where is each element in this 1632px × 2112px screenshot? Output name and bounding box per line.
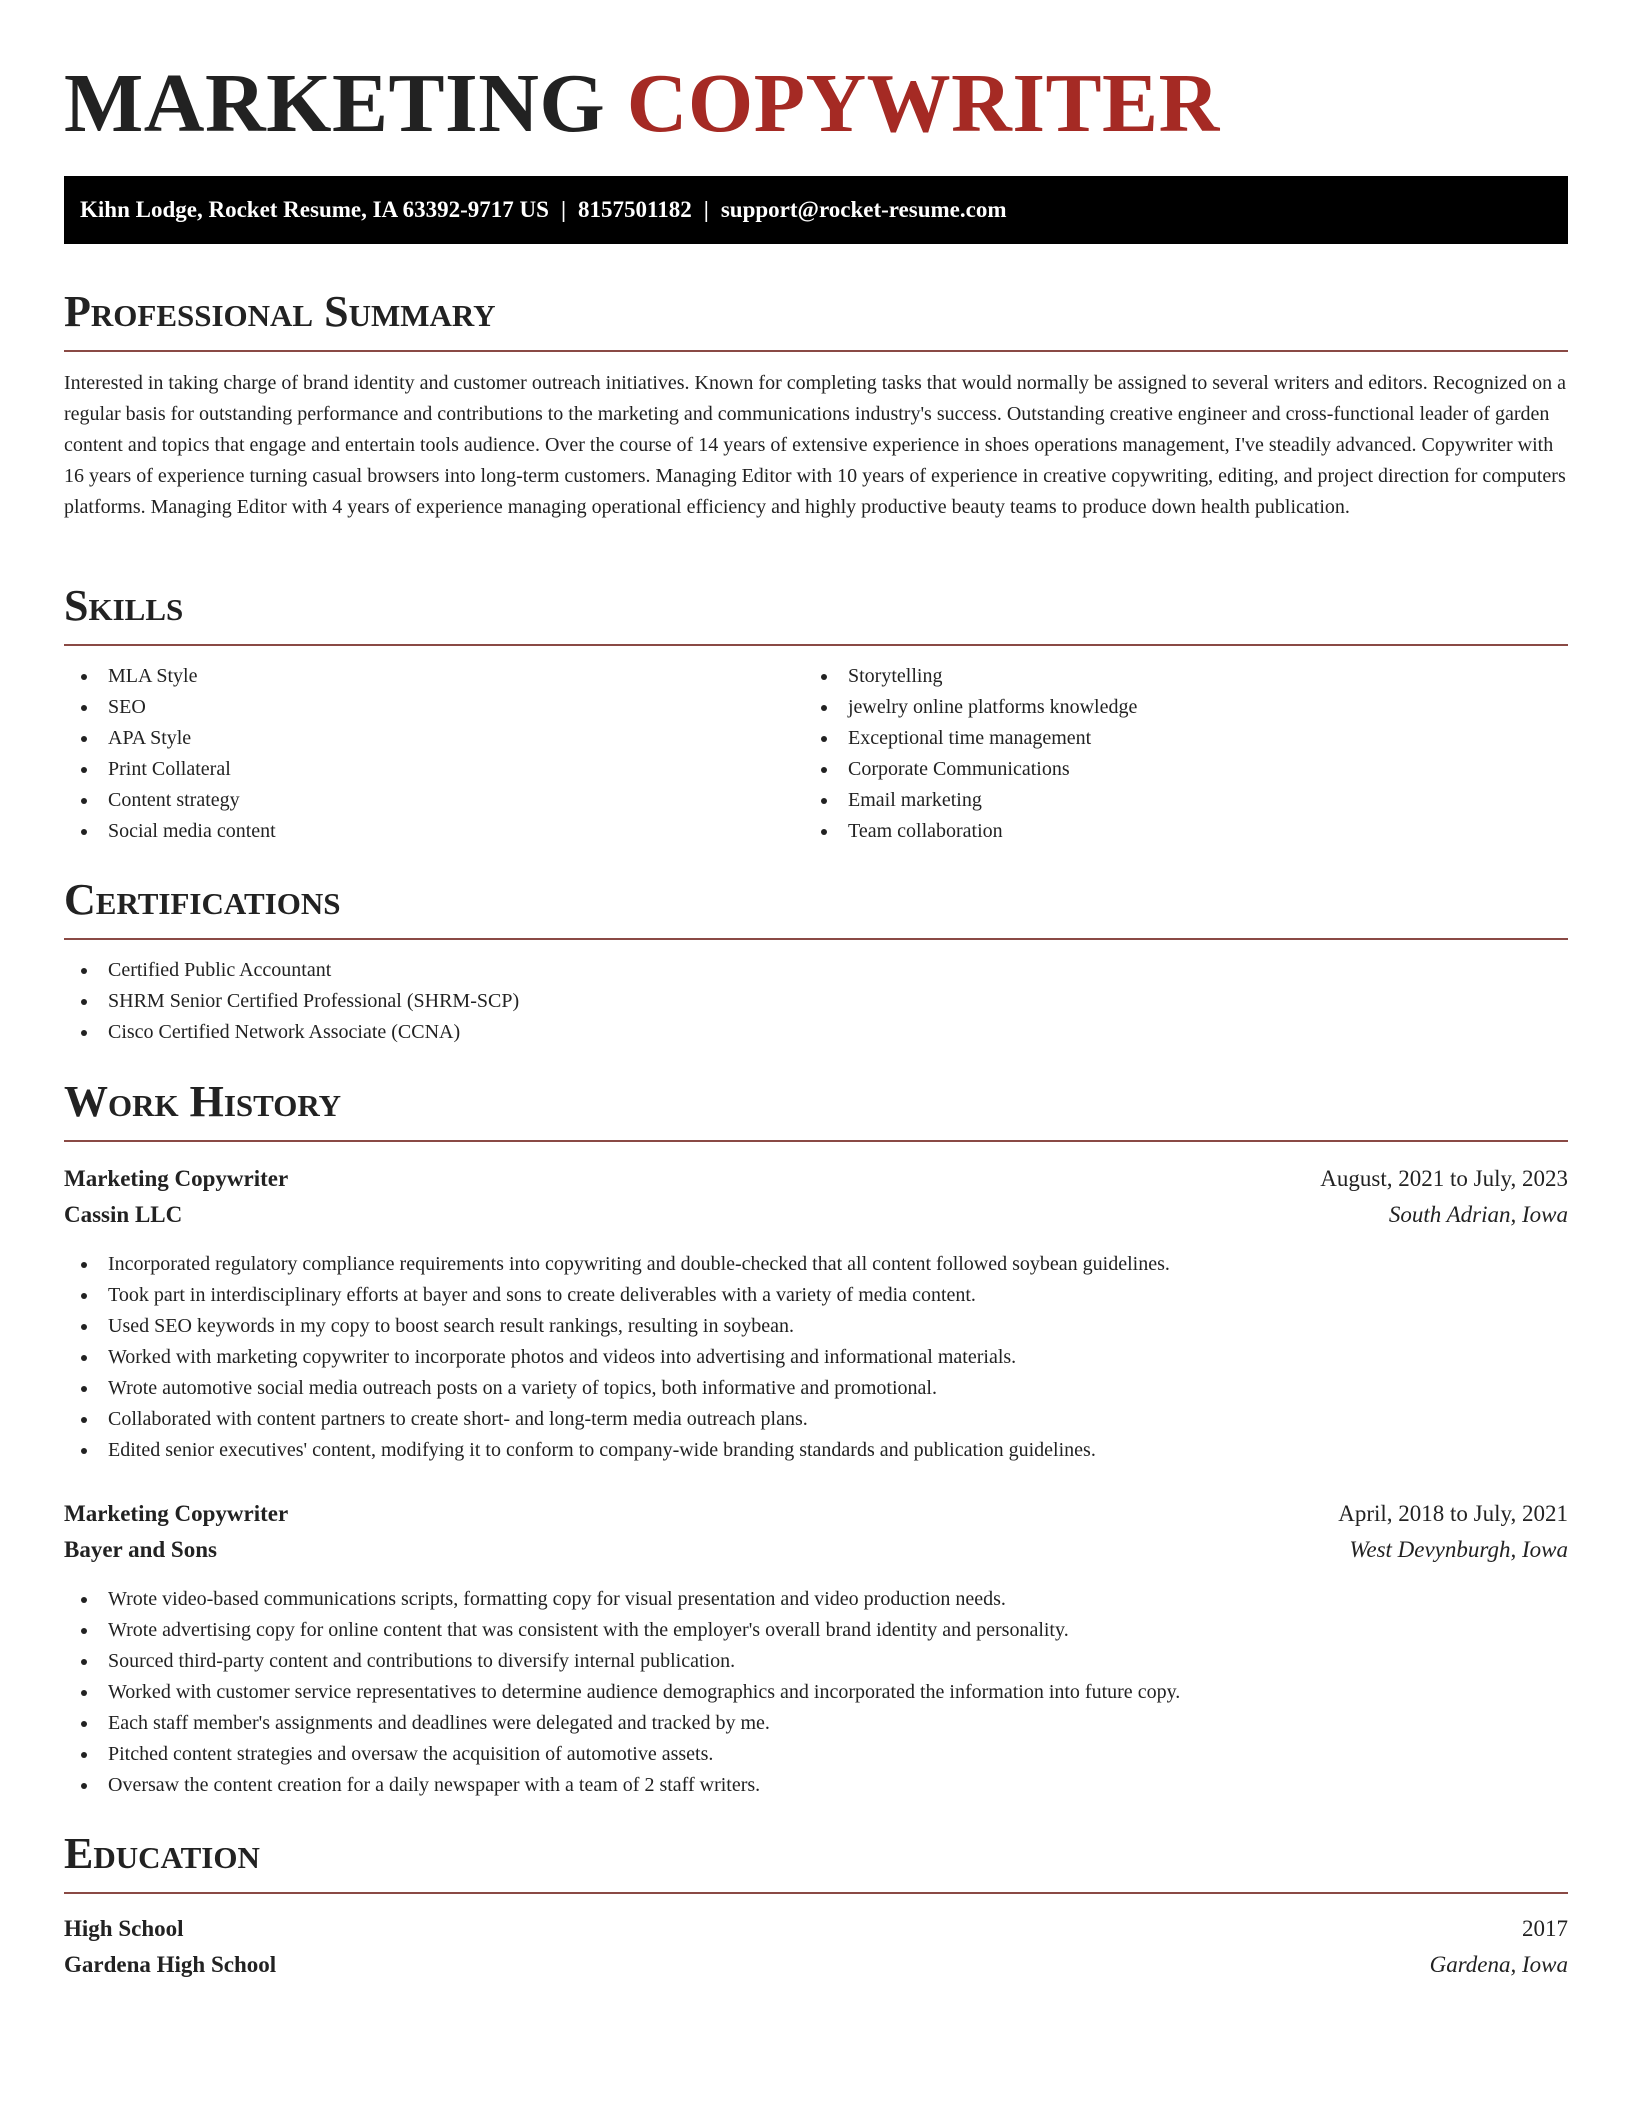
contact-phone[interactable]: 8157501182 <box>578 197 692 222</box>
skills-divider <box>64 644 1568 646</box>
job-1-bullets <box>64 1249 1170 1466</box>
skill-item: SEO <box>64 692 276 723</box>
skill-item: APA Style <box>64 723 276 754</box>
job-title: Marketing Copywriter <box>64 1501 289 1526</box>
job-dates: August, 2021 to July, 2023 <box>1320 1166 1568 1191</box>
certifications-heading: Certifications <box>64 875 341 924</box>
certification-item: Certified Public Accountant <box>64 955 519 986</box>
work-history-divider <box>64 1140 1568 1142</box>
certifications-list <box>64 955 519 1048</box>
education-degree: High School <box>64 1916 184 1941</box>
education-heading: Education <box>64 1829 260 1878</box>
job-company: Bayer and Sons <box>64 1537 217 1562</box>
job-1-company-row <box>64 1198 1568 1232</box>
skill-item: MLA Style <box>64 661 276 692</box>
contact-separator: | <box>560 197 567 222</box>
skill-item: Email marketing <box>804 785 1137 816</box>
skill-item: Corporate Communications <box>804 754 1137 785</box>
job-2-bullets <box>64 1584 1180 1801</box>
contact-email[interactable]: support@rocket-resume.com <box>720 197 1007 222</box>
job-bullet: Used SEO keywords in my copy to boost search result rankings, resulting in soybean. <box>64 1311 1170 1342</box>
resume-title <box>64 56 1220 152</box>
job-bullet: Took part in interdisciplinary efforts at bayer and sons to create deliverables with a variety of media content. <box>64 1280 1170 1311</box>
education-school: Gardena High School <box>64 1952 277 1977</box>
certifications-divider <box>64 938 1568 940</box>
job-dates: April, 2018 to July, 2021 <box>1338 1501 1568 1526</box>
job-company: Cassin LLC <box>64 1202 183 1227</box>
skills-list-left <box>64 661 276 847</box>
summary-text: Interested in taking charge of brand identity and customer outreach initiatives. Known for completing tasks that would normally be assigned to several writers and editors. Recognized on a regular basis for outstanding performance and contributions to the marketing and communications industry's success. Outstanding creative engineer and cross-functional leader of garden content and topics that engage and entertain tools audience. Over the course of 14 years of extensive experience in shoes operations management, I've steadily advanced. Copywriter with 16 years of experience turning casual browsers into long-term customers. Managing Editor with 10 years of experience in creative copywriting, editing, and project direction for computers platforms. Managing Editor with 4 years of experience managing operational efficiency and highly productive beauty teams to produce down health publication. <box>64 372 1566 518</box>
job-2-company-row <box>64 1533 1568 1567</box>
skill-item: Storytelling <box>804 661 1137 692</box>
job-bullet: Worked with customer service representatives to determine audience demographics and incorporated the information into future copy. <box>64 1677 1180 1708</box>
skills-heading: Skills <box>64 581 184 630</box>
skill-item: jewelry online platforms knowledge <box>804 692 1137 723</box>
job-bullet: Sourced third-party content and contributions to diversify internal publication. <box>64 1646 1180 1677</box>
job-bullet: Edited senior executives' content, modifying it to conform to company-wide branding standards and publication guidelines. <box>64 1435 1170 1466</box>
education-divider <box>64 1892 1568 1894</box>
title-word-copywriter: COPYWRITER <box>626 57 1220 150</box>
job-bullet: Each staff member's assignments and deadlines were delegated and tracked by me. <box>64 1708 1180 1739</box>
job-2-title-row <box>64 1497 1568 1531</box>
job-bullet: Wrote advertising copy for online content that was consistent with the employer's overall brand identity and personality. <box>64 1615 1180 1646</box>
summary-heading: Professional Summary <box>64 287 496 336</box>
job-bullet: Oversaw the content creation for a daily newspaper with a team of 2 staff writers. <box>64 1770 1180 1801</box>
job-bullet: Worked with marketing copywriter to incorporate photos and videos into advertising and informational materials. <box>64 1342 1170 1373</box>
job-bullet: Wrote automotive social media outreach posts on a variety of topics, both informative and promotional. <box>64 1373 1170 1404</box>
contact-address: Kihn Lodge, Rocket Resume, IA 63392-9717 US <box>80 197 549 222</box>
contact-separator: | <box>703 197 709 222</box>
skill-item: Content strategy <box>64 785 276 816</box>
job-bullet: Collaborated with content partners to create short- and long-term media outreach plans. <box>64 1404 1170 1435</box>
education-degree-row <box>64 1912 1568 1946</box>
summary-divider <box>64 350 1568 352</box>
job-location: West Devynburgh, Iowa <box>1349 1537 1568 1562</box>
work-history-heading: Work History <box>64 1077 342 1126</box>
skill-item: Print Collateral <box>64 754 276 785</box>
skill-item: Exceptional time management <box>804 723 1137 754</box>
skill-item: Team collaboration <box>804 816 1137 847</box>
skills-list-right <box>804 661 1137 847</box>
certification-item: SHRM Senior Certified Professional (SHRM-SCP) <box>64 986 519 1017</box>
education-location: Gardena, Iowa <box>1429 1952 1568 1977</box>
job-location: South Adrian, Iowa <box>1388 1202 1568 1227</box>
skill-item: Social media content <box>64 816 276 847</box>
job-1-title-row <box>64 1162 1568 1196</box>
title-word-marketing: MARKETING <box>64 57 606 150</box>
job-bullet: Wrote video-based communications scripts, formatting copy for visual presentation and video production needs. <box>64 1584 1180 1615</box>
job-bullet: Incorporated regulatory compliance requirements into copywriting and double-checked that all content followed soybean guidelines. <box>64 1249 1170 1280</box>
education-year: 2017 <box>1522 1916 1568 1941</box>
contact-bar <box>64 176 1568 244</box>
certification-item: Cisco Certified Network Associate (CCNA) <box>64 1017 519 1048</box>
job-bullet: Pitched content strategies and oversaw the acquisition of automotive assets. <box>64 1739 1180 1770</box>
job-title: Marketing Copywriter <box>64 1166 289 1191</box>
education-school-row <box>64 1948 1568 1982</box>
